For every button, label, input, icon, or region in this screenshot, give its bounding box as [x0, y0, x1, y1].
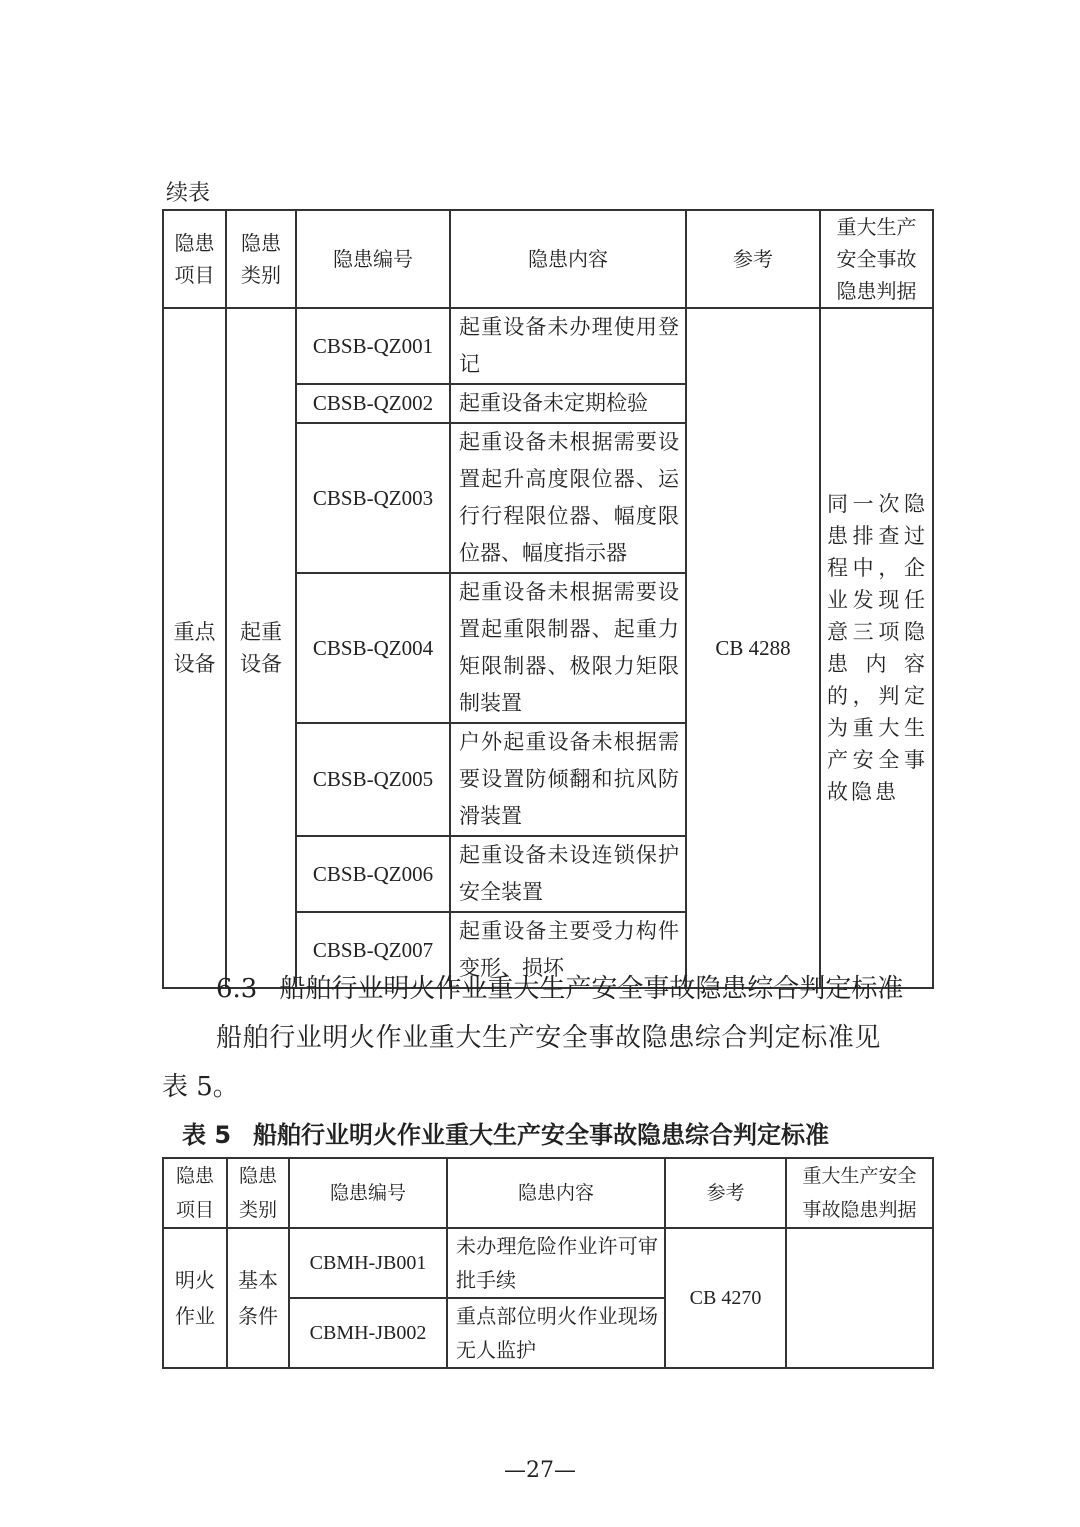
code-cell: CBSB-QZ003: [296, 423, 450, 573]
content-cell: 起重设备未根据需要设置起重限制器、起重力矩限制器、极限力矩限制装置: [450, 573, 686, 723]
table-caption: [182, 1117, 829, 1153]
content-cell: 重点部位明火作业现场无人监护: [447, 1298, 665, 1368]
code-cell: CBMH-JB002: [289, 1298, 447, 1368]
table-row: [163, 1228, 933, 1298]
table-caption-title: 船舶行业明火作业重大生产安全事故隐患综合判定标准: [253, 1121, 830, 1149]
continuation-label: 续表: [166, 181, 211, 206]
code-cell: CBSB-QZ002: [296, 384, 450, 423]
code-cell: CBMH-JB001: [289, 1228, 447, 1298]
item-cell: 重点 设备: [163, 308, 226, 988]
section-body-line1: 船舶行业明火作业重大生产安全事故隐患综合判定标准见: [216, 1023, 882, 1053]
code-cell: CBSB-QZ004: [296, 573, 450, 723]
hazard-table-continued: [162, 209, 934, 989]
content-cell: 起重设备未定期检验: [450, 384, 686, 423]
header-code: 隐患编号: [289, 1158, 447, 1228]
header-category: 隐患 类别: [227, 1158, 289, 1228]
table-header-row: [163, 1158, 933, 1228]
code-cell: CBSB-QZ006: [296, 836, 450, 912]
table-row: [163, 308, 933, 384]
content-cell: 未办理危险作业许可审批手续: [447, 1228, 665, 1298]
content-cell: 起重设备未设连锁保护安全装置: [450, 836, 686, 912]
content-cell: 起重设备未办理使用登记: [450, 308, 686, 384]
section-title: 船舶行业明火作业重大生产安全事故隐患综合判定标准: [279, 974, 904, 1004]
reference-cell: CB 4270: [665, 1228, 786, 1368]
content-cell: 户外起重设备未根据需要设置防倾翻和抗风防滑装置: [450, 723, 686, 836]
header-category: 隐患 类别: [226, 210, 296, 308]
header-content: 隐患内容: [447, 1158, 665, 1228]
header-criterion: 重大生产安全 事故隐患判据: [786, 1158, 933, 1228]
criterion-cell: 同一次隐患排查过程中，企业发现任意三项隐患内容的，判定为重大生产安全事故隐患: [820, 308, 933, 988]
page-number: —27—: [504, 1458, 576, 1483]
section-number: 6.3: [216, 974, 258, 1004]
category-cell: 起重 设备: [226, 308, 296, 988]
code-cell: CBSB-QZ001: [296, 308, 450, 384]
code-cell: CBSB-QZ005: [296, 723, 450, 836]
header-criterion: 重大生产 安全事故 隐患判据: [820, 210, 933, 308]
section-heading: [216, 964, 903, 1014]
header-item: 隐患 项目: [163, 1158, 227, 1228]
open-flame-hazard-table: [162, 1157, 934, 1369]
content-cell: 起重设备主要受力构件变形、损坏: [450, 912, 686, 988]
header-code: 隐患编号: [296, 210, 450, 308]
header-content: 隐患内容: [450, 210, 686, 308]
item-cell: 明火 作业: [163, 1228, 227, 1368]
table-caption-label: 表 5: [182, 1121, 232, 1149]
table-header-row: [163, 210, 933, 308]
header-reference: 参考: [686, 210, 820, 308]
criterion-cell: [786, 1228, 933, 1368]
content-cell: 起重设备未根据需要设置起升高度限位器、运行行程限位器、幅度限位器、幅度指示器: [450, 423, 686, 573]
header-reference: 参考: [665, 1158, 786, 1228]
category-cell: 基本 条件: [227, 1228, 289, 1368]
code-cell: CBSB-QZ007: [296, 912, 450, 988]
header-item: 隐患 项目: [163, 210, 226, 308]
reference-cell: CB 4288: [686, 308, 820, 988]
section-body-line2: 表 5。: [162, 1072, 239, 1102]
